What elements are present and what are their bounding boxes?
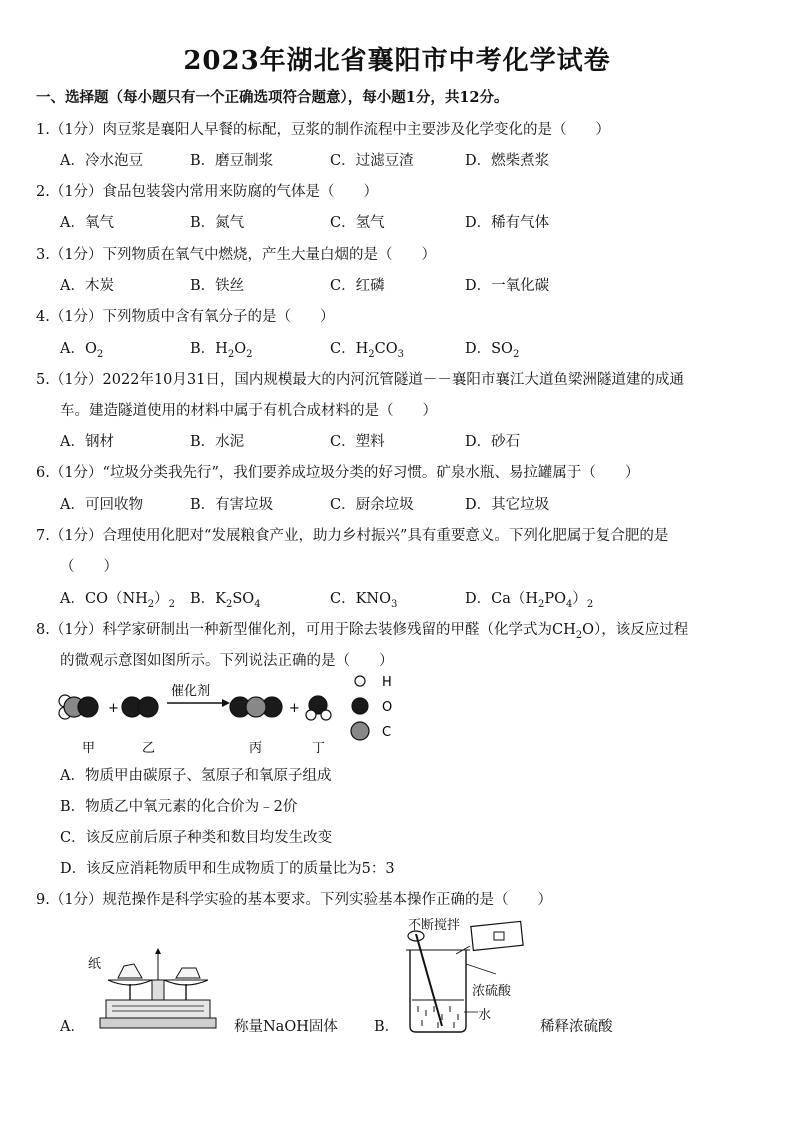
- legend-c: C: [382, 725, 392, 740]
- q4-option-c[interactable]: C．$H_2CO_3$: [330, 341, 404, 360]
- q4-option-d[interactable]: D．$SO_2$: [465, 341, 520, 360]
- q1-option-a[interactable]: A．冷水泡豆: [60, 153, 143, 169]
- legend-o: O: [382, 700, 393, 715]
- legend-h: H: [382, 675, 392, 690]
- q3-option-d[interactable]: D．一氧化碳: [465, 278, 550, 294]
- q7-option-b-text: B．K: [190, 591, 226, 607]
- question-5-stem-line1: 5.（1分）2022年10月31日，国内规模最大的内河沉管隧道－－襄阳市襄江大道鱼梁洲隧道建的成通: [36, 372, 684, 388]
- question-9-stem: 9.（1分）规范操作是科学实验的基本要求。下列实验基本操作正确的是（ ）: [36, 892, 553, 908]
- question-7-stem-line2: （ ）: [60, 559, 118, 575]
- q8-stem-part2: O），该反应过程: [582, 622, 689, 638]
- label-jia: 甲: [82, 741, 96, 756]
- question-7-stem-line1: 7.（1分）合理使用化肥对“发展粮食产业，助力乡村振兴”具有重要意义。下列化肥属于复合肥的是: [36, 528, 669, 544]
- q5-option-d[interactable]: D．砂石: [465, 434, 521, 450]
- q3-option-c[interactable]: C．红磷: [330, 278, 385, 294]
- q6-option-c[interactable]: C．厨余垃圾: [330, 497, 414, 513]
- question-2-stem: 2.（1分）食品包装袋内常用来防腐的气体是（ ）: [36, 184, 379, 200]
- q2-option-c[interactable]: C．氢气: [330, 215, 385, 231]
- q4-option-c-text: C．H: [330, 341, 369, 357]
- q7-option-a[interactable]: A．$CO(NH_2)_2$: [60, 591, 176, 610]
- q6-option-b[interactable]: B．有害垃圾: [190, 497, 274, 513]
- catalyst-label: 催化剂: [171, 684, 211, 699]
- molecule-yi: [122, 697, 158, 717]
- q9-paper-label: 纸: [88, 957, 102, 972]
- arrow-head: [222, 699, 230, 707]
- q7-option-b[interactable]: B．$K_2SO_4$: [190, 591, 261, 610]
- label-ding: 丁: [312, 741, 326, 756]
- q6-option-a[interactable]: A．可回收物: [60, 497, 143, 513]
- section-heading: 一、选择题（每小题只有一个正确选项符合题意），每小题1分，共12分。: [36, 89, 509, 106]
- molecule-bing: [230, 697, 282, 717]
- question-3-stem: 3.（1分）下列物质在氧气中燃烧，产生大量白烟的是（ ）: [36, 247, 437, 263]
- q3-option-b[interactable]: B．铁丝: [190, 278, 245, 294]
- q4-option-b-text: B．H: [190, 341, 228, 357]
- q4-option-a[interactable]: A．$O_2$: [60, 341, 104, 360]
- plus-sign-1: +: [108, 701, 119, 716]
- question-4-stem: 4.（1分）下列物质中含有氧分子的是（ ）: [36, 309, 335, 325]
- q9-water-label: 水: [478, 1008, 492, 1023]
- q5-option-c[interactable]: C．塑料: [330, 434, 385, 450]
- plus-sign-2: +: [289, 701, 300, 716]
- q8-option-d[interactable]: D．该反应消耗物质甲和生成物质丁的质量比为5：3: [60, 861, 395, 877]
- q7-option-a-text: A．CO（NH: [60, 591, 148, 607]
- carbon-atom-icon: [351, 722, 369, 740]
- q4-option-d-text: D．SO: [465, 341, 513, 357]
- reaction-diagram: [52, 668, 412, 756]
- question-1-stem: 1.（1分）肉豆浆是襄阳人早餐的标配，豆浆的制作流程中主要涉及化学变化的是（ ）: [36, 122, 611, 138]
- q4-option-b[interactable]: B．$H_2O_2$: [190, 341, 253, 360]
- label-yi: 乙: [142, 741, 156, 756]
- q4-option-a-text: A．O: [60, 341, 97, 357]
- q7-option-c[interactable]: C．$KNO_3$: [330, 591, 398, 610]
- oxygen-atom-icon: [352, 698, 368, 714]
- atom-legend: [351, 675, 392, 740]
- balance-scale-figure: [86, 940, 222, 1032]
- q1-option-b[interactable]: B．磨豆制浆: [190, 153, 274, 169]
- q2-option-b[interactable]: B．氮气: [190, 215, 245, 231]
- q7-option-d[interactable]: D．$Ca(H_2PO_4)_2$: [465, 591, 594, 610]
- molecule-jia: [59, 695, 98, 719]
- question-6-stem: 6.（1分）“垃圾分类我先行”，我们要养成垃圾分类的好习惯。矿泉水瓶、易拉罐属于（ ）: [36, 465, 640, 481]
- molecule-ding: [306, 696, 331, 720]
- q9-stir-label: 不断搅拌: [408, 918, 461, 933]
- question-5-stem-line2: 车。建造隧道使用的材料中属于有机合成材料的是（ ）: [60, 403, 437, 419]
- q9-option-b-label[interactable]: B．: [374, 1019, 400, 1035]
- q1-option-d[interactable]: D．燃柴煮浆: [465, 153, 550, 169]
- q2-option-a[interactable]: A．氧气: [60, 215, 114, 231]
- q2-option-d[interactable]: D．稀有气体: [465, 215, 550, 231]
- question-8-stem-line1: 8.（1分）科学家研制出一种新型催化剂，可用于除去装修残留的甲醛（化学式为$CH_2O$），该反应过程: [36, 622, 689, 641]
- q8-option-a[interactable]: A．物质甲由碳原子、氢原子和氧原子组成: [60, 768, 332, 784]
- q9-option-a-caption: 称量NaOH固体: [234, 1019, 338, 1035]
- q1-option-c[interactable]: C．过滤豆渣: [330, 153, 414, 169]
- q3-option-a[interactable]: A．木炭: [60, 278, 114, 294]
- hydrogen-atom-icon: [355, 676, 365, 686]
- q9-acid-label: 浓硫酸: [472, 984, 512, 999]
- q8-option-b[interactable]: B．物质乙中氧元素的化合价为﹣2价: [60, 799, 298, 815]
- q9-option-b-caption: 稀释浓硫酸: [540, 1019, 613, 1035]
- q9-option-a-label[interactable]: A．: [60, 1019, 85, 1035]
- q8-option-c[interactable]: C．该反应前后原子种类和数目均发生改变: [60, 830, 333, 846]
- q7-option-d-text: D．Ca（H: [465, 591, 539, 607]
- q5-option-a[interactable]: A．钢材: [60, 434, 114, 450]
- question-8-stem-line2: 的微观示意图如图所示。下列说法正确的是（ ）: [60, 653, 394, 669]
- q6-option-d[interactable]: D．其它垃圾: [465, 497, 550, 513]
- q5-option-b[interactable]: B．水泥: [190, 434, 245, 450]
- label-bing: 丙: [249, 741, 263, 756]
- q8-stem-part1: 8.（1分）科学家研制出一种新型催化剂，可用于除去装修残留的甲醛（化学式为CH: [36, 622, 576, 638]
- page-title: 2023年湖北省襄阳市中考化学试卷: [183, 46, 611, 76]
- q7-option-c-text: C．KNO: [330, 591, 392, 607]
